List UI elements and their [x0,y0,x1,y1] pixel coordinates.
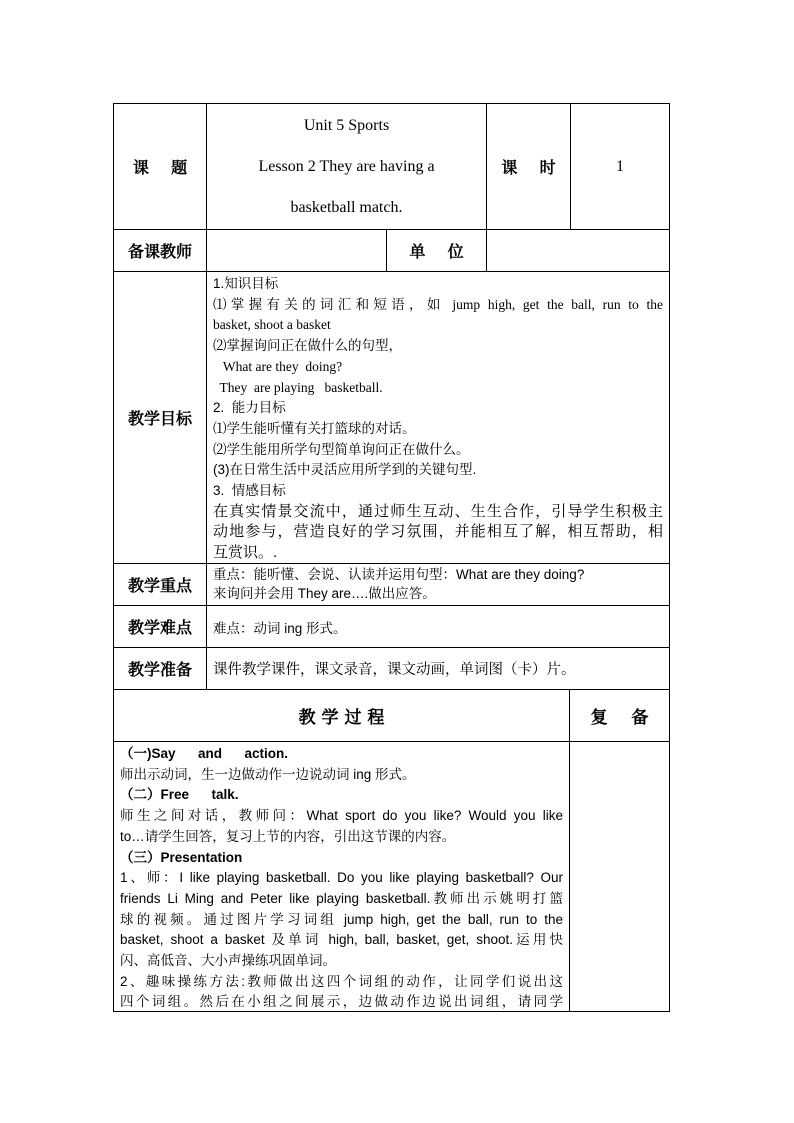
notes-label: 复 备 [590,708,649,728]
process-line: friends Li Ming and Peter like playing basketball.教师出示姚明打篮 [120,890,563,906]
process-line: 四个词组。然后在小组之间展示，边做动作边说出词组，请同学 [120,994,563,1010]
key-point-line: 重点：能听懂、会说、认读并运用句型：What are they doing? [213,567,585,582]
objective-line: ⑴学生能听懂有关打篮球的对话。 [213,420,416,436]
teacher-value[interactable] [207,230,386,271]
key-points-label: 教学重点 [127,576,192,595]
objective-line: 1.知识目标 [213,276,279,291]
process-line: （一)Say and action. [120,746,289,761]
objective-line: 2. 能力目标 [213,400,286,416]
objectives-content [207,272,669,563]
process-line: to…请学生回答，复习上节的内容，引出这节课的内容。 [120,828,456,844]
period-label: 课 时 [501,158,556,177]
process-content [114,742,569,1011]
period-value: 1 [616,157,624,175]
objective-line: 在真实情景交流中，通过师生互动、生生合作，引导学生积极主 [213,502,663,520]
unit-value[interactable] [487,230,669,271]
process-line: 2、趣味操练方法:教师做出这四个词组的动作，让同学们说出这 [120,973,563,989]
process-line: （二）Free talk. [120,787,239,803]
process-line: 师出示动词，生一边做动作一边说动词 ing 形式。 [120,766,416,782]
difficulties-content: 难点：动词 ing 形式。 [213,620,347,636]
topic-line: Unit 5 Sports [303,117,390,134]
objective-line: (3)在日常生活中灵活应用所学到的关键句型. [213,462,477,478]
objective-line: 互赏识。. [213,544,278,562]
preparation-content: 课件教学课件，课文录音，课文动画，单词图（卡）片。 [213,662,576,678]
objective-line: ⑵学生能用所学句型简单询问正在做什么。 [213,441,470,457]
key-point-line: 来询问并会用 They are….做出应答。 [213,586,436,601]
process-line: 师生之间对话，教师问：What sport do you like? Would you like [120,808,563,824]
preparation-label: 教学准备 [127,660,192,679]
objective-line: 3. 情感目标 [213,483,286,499]
objective-line: ⑴掌握有关的词汇和短语，如 jump high, get the ball, run to the [213,296,663,312]
objective-line: basket, shoot a basket [213,317,331,333]
objectives-label: 教学目标 [127,409,192,428]
difficulties-label: 教学难点 [127,618,192,637]
key-points-content [207,564,669,605]
notes-content[interactable] [570,742,669,1011]
process-line: （三）Presentation [120,849,243,865]
objective-line: They are playing basketball. [213,379,383,395]
lesson-plan-table [113,103,670,1012]
topic-line: basketball match. [290,199,403,216]
topic-line: Lesson 2 They are having a [258,158,435,175]
process-line: basket, shoot a basket 及单词 high, ball, basket, get, shoot.运用快 [120,932,563,948]
process-line: 球的视频。通过图片学习词组 jump high, get the ball, run to the [120,911,563,927]
process-label: 教 学 过 程 [298,708,385,728]
topic-value [207,104,486,229]
objective-line: What are they doing? [213,358,343,374]
objective-line: ⑵掌握询问正在做什么的句型， [213,338,402,354]
topic-label: 课 题 [132,158,188,177]
unit-label: 单 位 [409,242,464,261]
teacher-label: 备课教师 [127,242,192,261]
objective-line: 动地参与，营造良好的学习氛围，并能相互了解，相互帮助，相 [213,523,663,541]
process-line: 闪、高低音、大小声操练巩固单词。 [120,953,336,969]
process-line: 1、师：I like playing basketball. Do you like playing basketball? Our [120,870,563,886]
